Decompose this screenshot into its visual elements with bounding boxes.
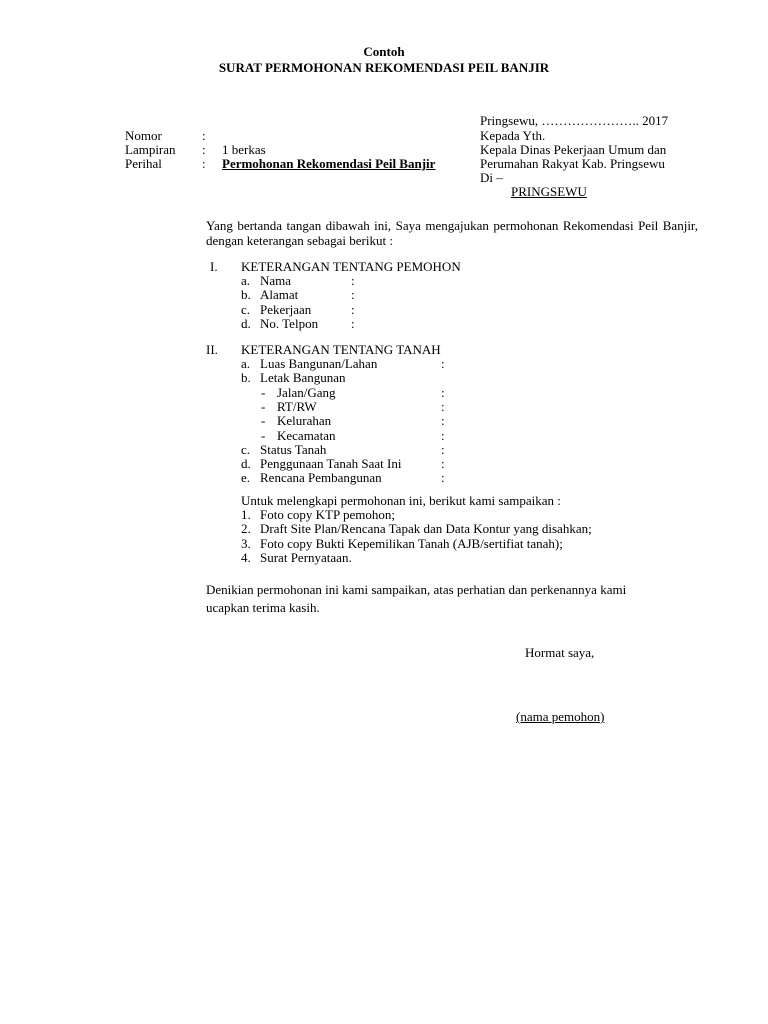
attachment-number: 2.	[241, 521, 251, 537]
addressee-kepada: Kepada Yth.	[480, 128, 546, 143]
list-item-colon: :	[441, 356, 445, 371]
attachment-text: Foto copy KTP pemohon;	[260, 507, 395, 522]
lampiran-label: Lampiran	[125, 142, 176, 157]
addressee-city: PRINGSEWU	[511, 184, 587, 199]
list-item-label: No. Telpon	[260, 316, 319, 332]
attachment-number: 4.	[241, 550, 251, 566]
list-item-colon: :	[441, 470, 445, 486]
place-date: Pringsewu, ………………….. 2017	[480, 113, 669, 128]
attachments-intro: Untuk melengkapi permohonan ini, berikut kami sampaikan :	[241, 493, 561, 508]
page-title: SURAT PERMOHONAN REKOMENDASI PEIL BANJIR	[218, 60, 550, 75]
list-item-marker: c.	[241, 301, 251, 317]
list-item-colon: :	[441, 427, 445, 443]
list-item-label: Penggunaan Tanah Saat Ini	[260, 456, 402, 472]
attachment-text: Surat Pernyataan.	[260, 550, 352, 566]
list-item-marker: d.	[241, 316, 251, 332]
sublist-item-marker: -	[261, 427, 266, 443]
intro-paragraph: Yang bertanda tangan dibawah ini, Saya mengajukan permohonan Rekomendasi Peil Banjir, dengan keterangan sebagai berikut :	[206, 218, 698, 248]
list-item-marker: a.	[241, 273, 251, 288]
list-item-marker: d.	[241, 456, 251, 472]
list-item-colon: :	[351, 316, 355, 332]
attachment-text: Draft Site Plan/Rencana Tapak dan Data Kontur yang disahkan;	[260, 521, 592, 537]
list-item-label: Alamat	[260, 287, 299, 303]
list-item-colon: :	[351, 273, 355, 288]
addressee-di: Di –	[480, 170, 503, 185]
nomor-colon: :	[202, 128, 206, 143]
list-item-colon: :	[441, 441, 445, 457]
list-item-marker: a.	[241, 356, 251, 371]
sublist-item-marker: -	[261, 384, 266, 400]
section2-number: II.	[206, 342, 218, 357]
attachment-text: Foto copy Bukti Kepemilikan Tanah (AJB/sertifiat tanah);	[260, 535, 563, 551]
sublist-item-label: Kelurahan	[277, 413, 332, 429]
attachment-number: 3.	[241, 535, 251, 551]
closing-line1: Denikian permohonan ini kami sampaikan, atas perhatian dan perkenannya kami	[206, 582, 627, 597]
nomor-label: Nomor	[125, 128, 162, 143]
list-item-label: Letak Bangunan	[260, 370, 346, 386]
section1-title: KETERANGAN TENTANG PEMOHON	[241, 259, 461, 274]
addressee-line1: Kepala Dinas Pekerjaan Umum dan	[480, 142, 667, 157]
addressee-line2: Perumahan Rakyat Kab. Pringsewu	[480, 156, 665, 171]
list-item-label: Nama	[260, 273, 292, 288]
list-item-colon: :	[351, 287, 355, 303]
section2-title: KETERANGAN TENTANG TANAH	[241, 342, 441, 357]
closing-line2: ucapkan terima kasih.	[206, 600, 320, 615]
list-item-label: Luas Bangunan/Lahan	[260, 356, 378, 371]
list-item-marker: c.	[241, 441, 251, 457]
sublist-item-label: Jalan/Gang	[277, 384, 336, 400]
sublist-item-marker: -	[261, 413, 266, 429]
list-item-colon: :	[441, 456, 445, 472]
list-item-marker: b.	[241, 370, 251, 386]
list-item-label: Rencana Pembangunan	[260, 470, 382, 486]
list-item-colon: :	[351, 301, 355, 317]
lampiran-colon: :	[202, 142, 206, 157]
perihal-label: Perihal	[125, 156, 162, 171]
perihal-value: Permohonan Rekomendasi Peil Banjir	[222, 156, 436, 171]
title-small: Contoh	[363, 44, 405, 59]
list-item-marker: b.	[241, 287, 251, 303]
signature-name: (nama pemohon)	[516, 709, 605, 724]
lampiran-value: 1 berkas	[222, 142, 266, 157]
list-item-label: Pekerjaan	[260, 301, 312, 317]
list-item-colon: :	[441, 413, 445, 429]
attachment-number: 1.	[241, 507, 251, 522]
perihal-colon: :	[202, 156, 206, 171]
list-item-marker: e.	[241, 470, 251, 486]
section1-number: I.	[210, 259, 218, 274]
signature-greeting: Hormat saya,	[525, 645, 595, 660]
list-item-label: Status Tanah	[260, 441, 327, 457]
sublist-item-label: RT/RW	[277, 398, 317, 414]
sublist-item-label: Kecamatan	[277, 427, 336, 443]
list-item-colon: :	[441, 398, 445, 414]
sublist-item-marker: -	[261, 398, 266, 414]
list-item-colon: :	[441, 384, 445, 400]
